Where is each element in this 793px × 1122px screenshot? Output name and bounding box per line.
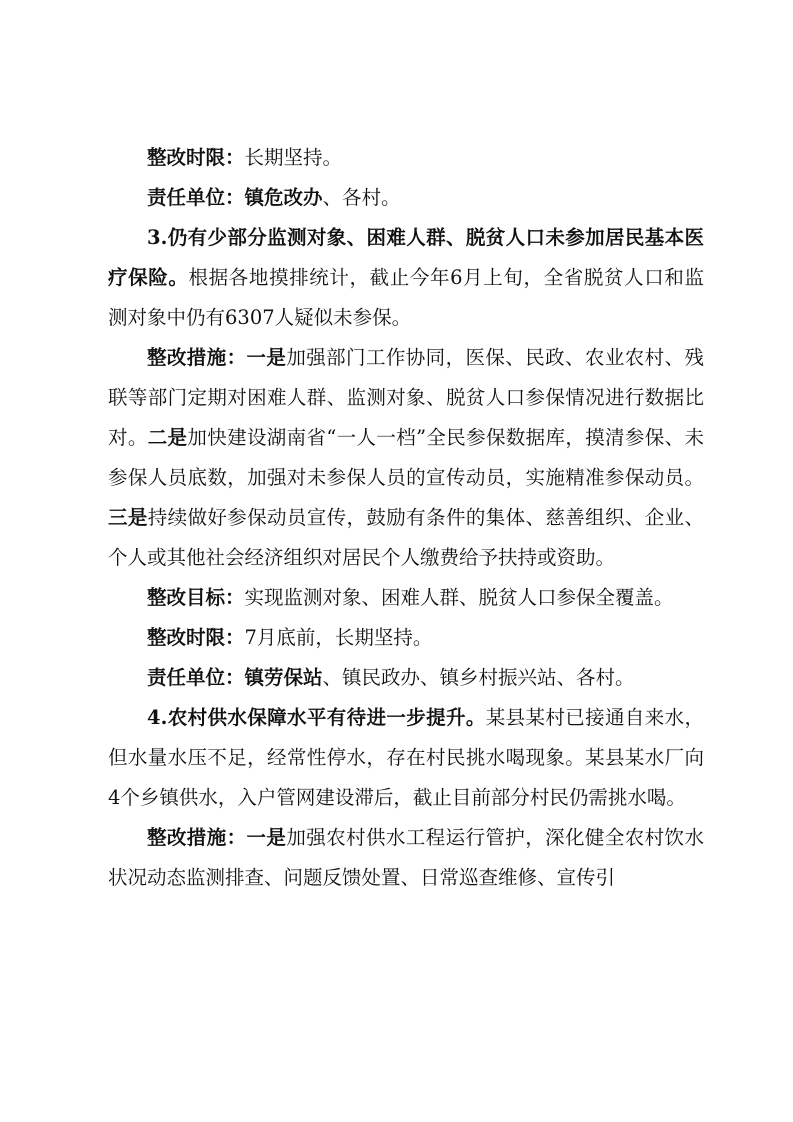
paragraph-responsible-unit-1 xyxy=(108,178,704,218)
keyword-1: 一是 xyxy=(246,346,287,369)
paragraph-goal-3 xyxy=(108,578,704,618)
issue-heading: 3.仍有少部分监测对象、困难人群、脱贫人口未参加居民基本医疗保险。 xyxy=(108,226,704,289)
text-3: 持续做好参保动员宣传，鼓励有条件的集体、慈善组织、企业、个人或其他社会经济组织对居民个人缴费给予扶持或资助。 xyxy=(108,506,704,569)
paragraph-responsible-unit-3 xyxy=(108,658,704,698)
label: 整改目标： xyxy=(147,586,245,609)
label: 责任单位： xyxy=(147,186,245,209)
paragraph-issue-3 xyxy=(108,218,704,338)
paragraph-issue-4 xyxy=(108,698,704,818)
text-1: 加强部门工作协同，医保、民政、农业农村、残联等部门定期对困难人群、监测对象、脱贫人口参保情况进行数据比对。 xyxy=(108,346,704,449)
text: 7月底前，长期坚持。 xyxy=(244,626,433,649)
text-1: 加强农村供水工程运行管护，深化健全农村饮水状况动态监测排查、问题反馈处置、日常巡查维修、宣传引 xyxy=(108,826,704,889)
unit: 镇劳保站 xyxy=(244,666,323,689)
issue-heading: 4.农村供水保障水平有待进一步提升。 xyxy=(147,706,486,729)
paragraph-measures-4 xyxy=(108,818,704,898)
keyword-3: 三是 xyxy=(108,506,148,529)
paragraph-measures-3 xyxy=(108,338,704,578)
label: 整改时限： xyxy=(147,626,245,649)
text: 实现监测对象、困难人群、脱贫人口参保全覆盖。 xyxy=(244,586,674,609)
unit: 镇危改办 xyxy=(244,186,323,209)
label: 整改时限： xyxy=(147,146,245,169)
label: 整改措施： xyxy=(147,346,247,369)
text: 、各村。 xyxy=(322,186,401,209)
document-body xyxy=(108,138,704,898)
label: 整改措施： xyxy=(147,826,247,849)
text: 根据各地摸排统计，截止今年6月上旬，全省脱贫人口和监测对象中仍有6307人疑似未参保。 xyxy=(108,266,704,329)
text: 某县某村已接通自来水，但水量水压不足，经常性停水，存在村民挑水喝现象。某县某水厂向4个乡镇供水，入户管网建设滞后，截止目前部分村民仍需挑水喝。 xyxy=(108,706,704,809)
paragraph-deadline-3 xyxy=(108,618,704,658)
keyword-1: 一是 xyxy=(246,826,287,849)
text-2: 加快建设湖南省“一人一档”全民参保数据库，摸清参保、未参保人员底数，加强对未参保人员的宣传动员，实施精准参保动员。 xyxy=(108,426,704,489)
text: 长期坚持。 xyxy=(244,146,343,169)
paragraph-deadline-1 xyxy=(108,138,704,178)
keyword-2: 二是 xyxy=(147,426,188,449)
label: 责任单位： xyxy=(147,666,245,689)
text: 、镇民政办、镇乡村振兴站、各村。 xyxy=(322,666,635,689)
